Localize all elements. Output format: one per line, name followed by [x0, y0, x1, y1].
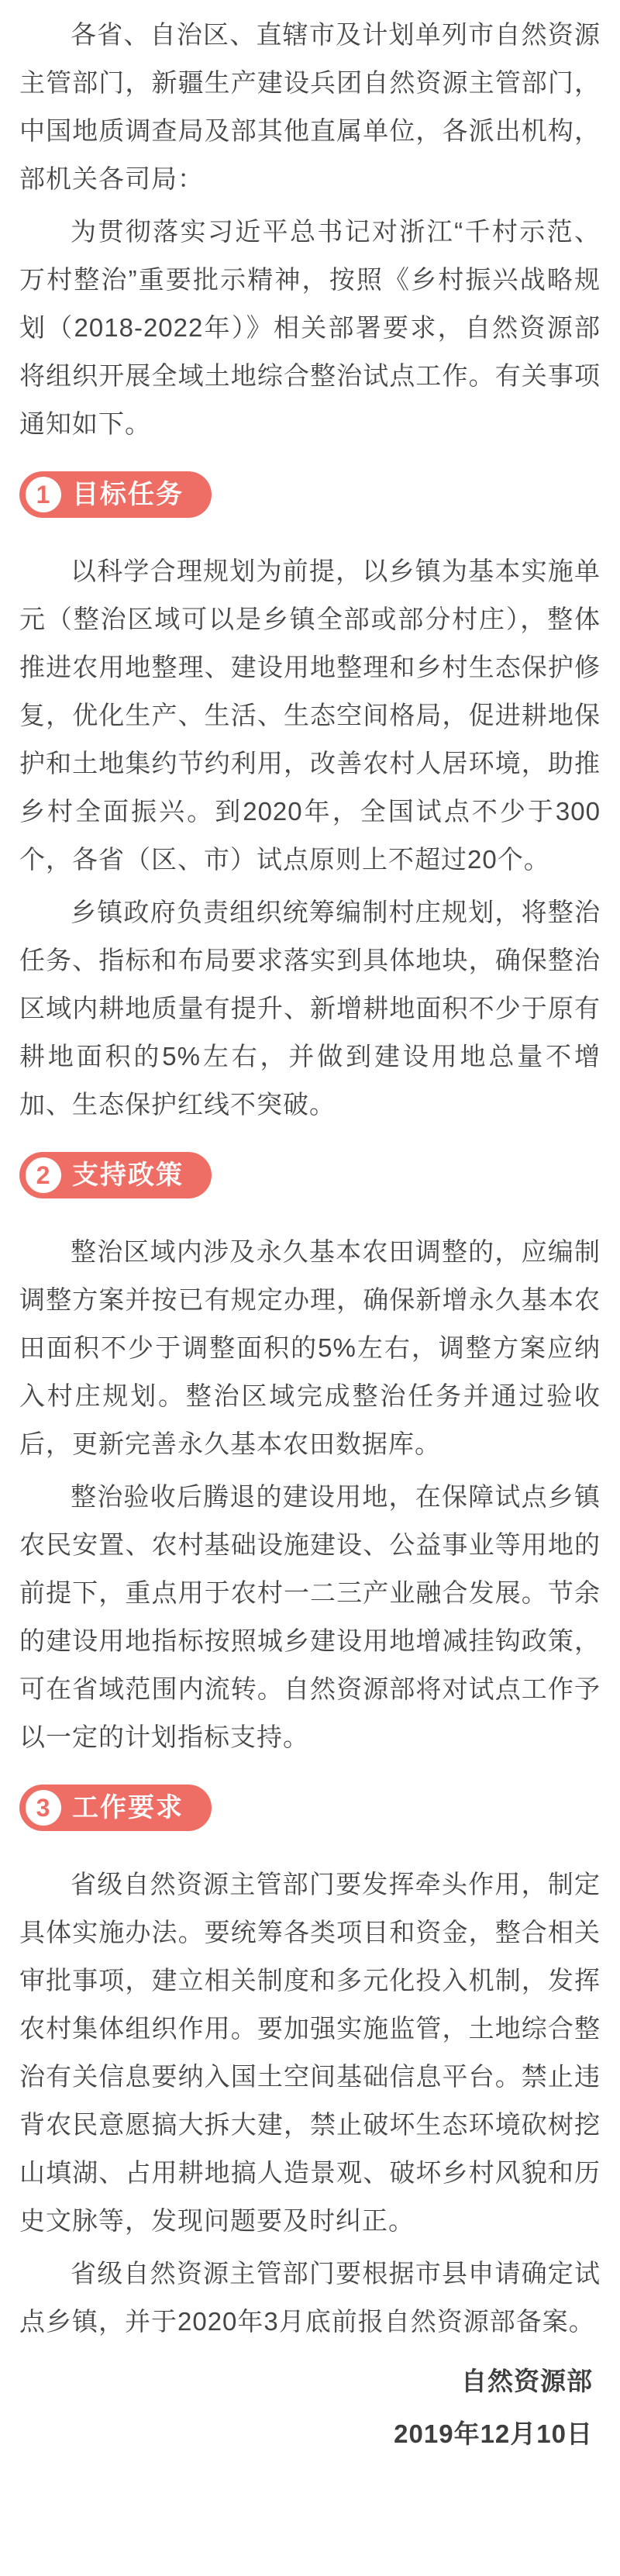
section-2-number-circle	[26, 1157, 61, 1193]
section-3-badge	[19, 1785, 212, 1831]
section-2-header	[19, 1133, 601, 1228]
section-2-title: 支持政策	[72, 1160, 184, 1190]
signature-block	[19, 2366, 601, 2450]
intro-paragraph-purpose: 为贯彻落实习近平总书记对浙江“千村示范、万村整治”重要批示精神，按照《乡村振兴战略规划（2018-2022年）》相关部署要求，自然资源部将组织开展全域土地综合整治试点工作。有关事项通知如下。	[19, 217, 601, 438]
section-2-paragraph: 整治验收后腾退的建设用地，在保障试点乡镇农民安置、农村基础设施建设、公益事业等用地的前提下，重点用于农村一二三产业融合发展。节余的建设用地指标按照城乡建设用地增减挂钩政策，可在省域范围内流转。自然资源部将对试点工作予以一定的计划指标支持。	[19, 1482, 601, 1751]
section-1-paragraph: 以科学合理规划为前提，以乡镇为基本实施单元（整治区域可以是乡镇全部或部分村庄），整体推进农用地整理、建设用地整理和乡村生态保护修复，优化生产、生活、生态空间格局，促进耕地保护和土地集约节约利用，改善农村人居环境，助推乡村全面振兴。到2020年，全国试点不少于300个，各省（区、市）试点原则上不超过20个。	[19, 557, 601, 874]
section-3-number-circle	[26, 1790, 61, 1826]
section-1-header	[19, 453, 601, 547]
section-1-badge	[19, 471, 212, 518]
signature-date: 2019年12月10日	[394, 2419, 593, 2448]
section-2-paragraph: 整治区域内涉及永久基本农田调整的，应编制调整方案并按已有规定办理，确保新增永久基本农田面积不少于调整面积的5%左右，调整方案应纳入村庄规划。整治区域完成整治任务并通过验收后，更新完善永久基本农田数据库。	[19, 1237, 601, 1458]
intro-paragraph-recipients: 各省、自治区、直辖市及计划单列市自然资源主管部门，新疆生产建设兵团自然资源主管部门，中国地质调查局及部其他直属单位，各派出机构，部机关各司局：	[19, 20, 601, 193]
section-1-title: 目标任务	[72, 480, 184, 509]
section-3-paragraph: 省级自然资源主管部门要根据市县申请确定试点乡镇，并于2020年3月底前报自然资源部备案。	[19, 2259, 601, 2336]
section-3-header	[19, 1766, 601, 1860]
section-3-number: 3	[36, 1794, 51, 1822]
signature-issuer: 自然资源部	[461, 2367, 593, 2395]
section-1-paragraph: 乡镇政府负责组织统筹编制村庄规划，将整治任务、指标和布局要求落实到具体地块，确保整治区域内耕地质量有提升、新增耕地面积不少于原有耕地面积的5%左右，并做到建设用地总量不增加、生态保护红线不突破。	[19, 898, 601, 1119]
section-1-number: 1	[36, 481, 51, 509]
section-2-number: 2	[36, 1161, 51, 1189]
section-3-paragraph: 省级自然资源主管部门要发挥牵头作用，制定具体实施办法。要统筹各类项目和资金，整合相关审批事项，建立相关制度和多元化投入机制，发挥农村集体组织作用。要加强实施监管，土地综合整治有关信息要纳入国土空间基础信息平台。禁止违背农民意愿搞大拆大建，禁止破坏生态环境砍树挖山填湖、占用耕地搞人造景观、破坏乡村风貌和历史文脉等，发现问题要及时纠正。	[19, 1870, 601, 2235]
section-1-number-circle	[26, 477, 61, 512]
section-3-title: 工作要求	[72, 1793, 184, 1823]
section-2-badge	[19, 1152, 212, 1198]
